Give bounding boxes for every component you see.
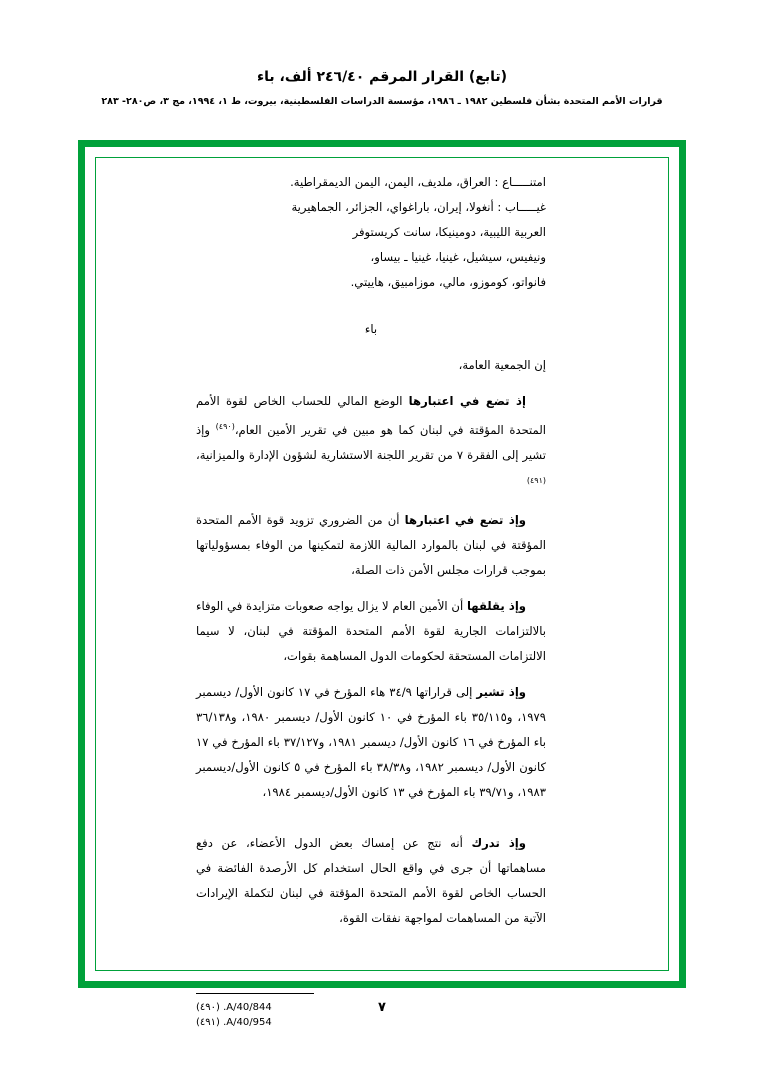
preamble-2-text: أن من الضروري تزويد قوة الأمم المتحدة المؤقتة في لبنان بالموارد المالية اللازمة لتمكينها من الوفاء بمسؤولياتها بموجب قرارات مجلس الأمن ذات الصلة، xyxy=(196,512,546,577)
preamble-paragraph-1 xyxy=(196,389,546,497)
vote-absent-line-1: غيـــــاب : أنغولا، إيران، باراغواي، الجزائر، الجماهيرية xyxy=(291,200,546,214)
footnote-marker-490: (٤٩٠) xyxy=(215,422,235,431)
header-title: (تابع) القرار المرقم ٢٤٦/٤٠ ألف، باء xyxy=(256,69,508,85)
preamble-paragraph-3 xyxy=(196,594,546,669)
preamble-paragraph-4 xyxy=(196,680,546,805)
preamble-4-lead: وإذ تشير xyxy=(476,684,527,699)
header-subtitle: قرارات الأمم المتحدة بشأن فلسطين ١٩٨٢ ـ ١٩٨٦، مؤسسة الدراسات الفلسطينية، بيروت، ط ١، ١٩٩٤، مج ٣، ص٢٨٠- ٢٨٣ xyxy=(101,95,663,107)
section-letter: باء xyxy=(364,322,378,336)
vote-absent-line-3: ونيفيس، سيشيل، غينيا، غينيا ـ بيساو، xyxy=(370,250,546,264)
preamble-3-lead: وإذ يقلقها xyxy=(466,598,526,613)
footnote-entry-1: A/40/844. (٤٩٠) xyxy=(196,1002,272,1013)
preamble-1-lead: إذ تضع في اعتبارها xyxy=(408,394,526,408)
preamble-paragraph-2 xyxy=(196,508,546,583)
preamble-3-text: أن الأمين العام لا يزال يواجه صعوبات متزايدة في الوفاء بالالتزامات الجارية لقوة الأمم المتحدة المؤقتة في لبنان، لا سيما الالتزامات المستحقة لحكومات الدول المساهمة بقوات، xyxy=(196,598,546,663)
preamble-5-lead: وإذ تدرك xyxy=(471,835,526,850)
footnote-entry-2: A/40/954. (٤٩١) xyxy=(196,1017,272,1028)
page-number: ٧ xyxy=(378,1000,386,1015)
preamble-4-text: إلى قراراتها ٣٤/٩ هاء المؤرخ في ١٧ كانون الأول/ ديسمبر ١٩٧٩، و٣٥/١١٥ باء المؤرخ في ١٠ كانون الأول/ ديسمبر ١٩٨٠، و٣٦/١٣٨ باء المؤرخ في ١٦ كانون الأول/ ديسمبر ١٩٨١، و٣٧/١٢٧ باء المؤرخ في ١٧ كانون الأول/ ديسمبر ١٩٨٢، و٣٨/٣٨ باء المؤرخ في ٥ كانون الأول/ديسمبر ١٩٨٣، و٣٩/٧١ باء المؤرخ في ١٣ كانون الأول/ديسمبر ١٩٨٤، xyxy=(196,684,547,799)
vote-absent-line-4: فانواتو، كوموزو، مالي، موزامبيق، هاييتي. xyxy=(350,275,546,289)
preamble-1-text-cont: وإذ تشير إلى الفقرة ٧ من تقرير اللجنة الاستشارية لشؤون الإدارة والميزانية، xyxy=(196,422,546,462)
preamble-1-text: الوضع المالي للحساب الخاص لقوة الأمم المتحدة المؤقتة في لبنان كما هو مبين في تقرير الأمين العام، xyxy=(196,394,547,437)
footnote-marker-491: (٤٩١) xyxy=(526,475,546,485)
assembly-line: إن الجمعية العامة، xyxy=(458,358,546,372)
preamble-5-text: أنه نتج عن إمساك بعض الدول الأعضاء، عن دفع مساهماتها أن جرى في واقع الحال استخدام كل الأرصدة الفائضة في الحساب الخاص لقوة الأمم المتحدة المؤقتة في لبنان لتكملة الإيرادات الآتية من المساهمات لمواجهة نفقات القوة، xyxy=(196,835,546,925)
vote-abstain-line: امتنـــــاع : العراق، ملديف، اليمن، اليمن الديمقراطية. xyxy=(290,175,546,189)
page-header xyxy=(0,68,764,108)
vote-absent-line-2: العربية الليبية، دومينيكا، سانت كريستوفر xyxy=(352,225,546,239)
preamble-paragraph-5 xyxy=(196,831,546,931)
document-body xyxy=(0,170,764,960)
footnote-separator xyxy=(196,993,314,994)
preamble-2-lead: وإذ تضع في اعتبارها xyxy=(404,512,526,527)
vote-record-block xyxy=(196,170,546,295)
